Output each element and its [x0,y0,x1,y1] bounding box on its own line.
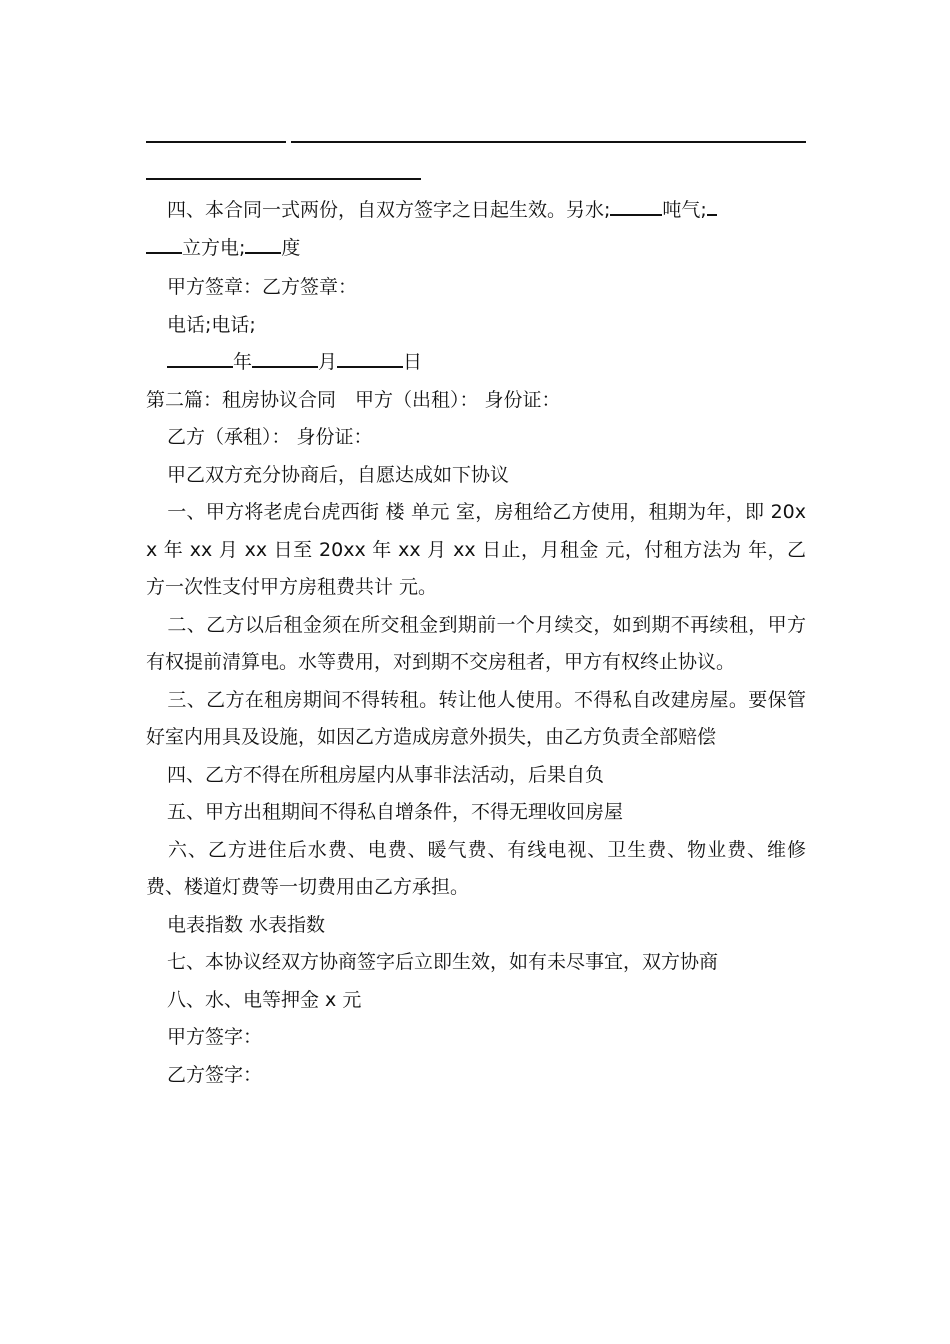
clause-text: 七、本协议经双方协商签字后立即生效，如有未尽事宜，双方协商 [167,951,719,973]
clause-7 [146,944,806,982]
clause-5: 五、甲方出租期间不得私自增条件，不得无理收回房屋 [167,801,624,823]
meter-readings: 电表指数 水表指数 [167,913,326,936]
clause-text: 四、本合同一式两份，自双方签字之日起生效。另水; [167,199,611,221]
clause-text: 立方电; [182,236,246,259]
clause-four-effective [146,192,806,267]
blank-line [291,141,806,143]
clause-text: 二、乙方以后租金须在所交租金到期前一个月续交，如到期不再续租，甲方有权提前清算电。水等费用，对到期不交房租者，甲方有权终止协议。 [146,613,806,673]
blank-fill-lines [146,112,806,174]
blank-underline [707,193,717,216]
clause-1 [146,494,806,607]
clause-8: 八、水、电等押金 x 元 [167,988,362,1011]
party-b-signature: 乙方签字： [167,1063,263,1086]
blank-underline [245,231,281,254]
clause-text: 六、乙方进住后水费、电费、暖气费、有线电视、卫生费、物业费、维修费、楼道灯费等一切费用由乙方承担。 [146,838,806,898]
clause-text: 吨气; [662,199,707,221]
clause-text: 度 [281,236,301,259]
blank-underline [610,193,662,216]
clause-6 [146,832,806,907]
date-line [146,344,806,382]
clause-2 [146,607,806,682]
section-two-heading: 第二篇：租房协议合同 甲方（出租）： 身份证： [146,388,561,411]
clause-text: 三、乙方在租房期间不得转租。转让他人使用。不得私自改建房屋。要保管好室内用具及设施，如因乙方造成房意外损失，由乙方负责全部赔偿 [146,688,806,748]
document-body [146,112,806,1094]
blank-underline [146,231,182,254]
date-year-label: 年 [233,351,253,373]
clause-text: 一、甲方将老虎台虎西街 楼 单元 室，房租给乙方使用，租期为年，即 20xx 年 xx 月 xx 日至 20xx 年 xx 月 xx 日止，月租金 元，付租方法为 年，乙方一次性支付甲方房租费共计 元。 [146,501,806,598]
blank-underline [337,345,403,368]
party-a-signature: 甲方签字： [167,1026,263,1048]
blank-line [146,141,286,143]
date-month-label: 月 [318,351,338,373]
agreement-intro: 甲乙双方充分协商后，自愿达成如下协议 [167,463,510,486]
signature-seal-line: 甲方签章：乙方签章： [167,276,358,298]
date-day-label: 日 [403,351,423,373]
clause-4: 四、乙方不得在所租房屋内从事非法活动，后果自负 [167,763,605,786]
blank-underline [167,345,233,368]
blank-line [146,178,421,180]
party-b-line: 乙方（承租）： 身份证： [167,426,373,448]
clause-3 [146,682,806,757]
blank-underline [252,345,318,368]
phone-line: 电话;电话; [167,313,256,336]
